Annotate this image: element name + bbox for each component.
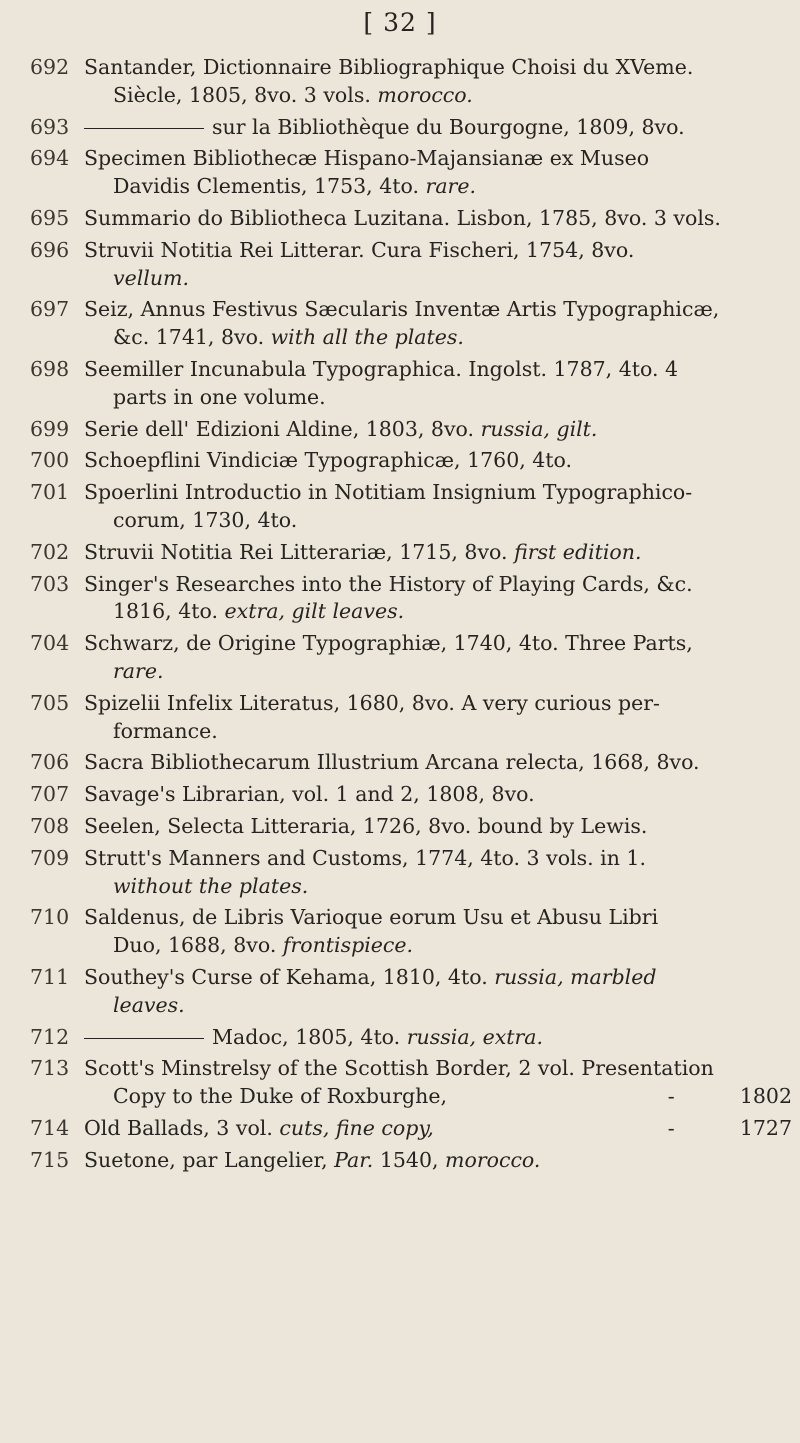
entry-text: corum, 1730, 4to. [113, 507, 298, 532]
catalogue-entry [30, 845, 792, 901]
entry-number: 714 [30, 1115, 70, 1140]
entry-text: Scott's Minstrelsy of the Scottish Border, 2 vol. Presentation [84, 1056, 714, 1081]
entry-number: 696 [30, 237, 70, 262]
entry-note: Par. [334, 1147, 374, 1172]
entry-text: Duo, 1688, 8vo. [113, 933, 277, 958]
ditto-dash [84, 1038, 204, 1039]
entry-text: Schoepflini Vindiciæ Typographicæ, 1760, 4to. [84, 448, 573, 473]
entry-text: sur la Bibliothèque du Bourgogne, 1809, 8vo. [212, 114, 685, 139]
entry-number: 700 [30, 448, 70, 473]
catalogue-entry [30, 356, 792, 412]
catalogue-entry [30, 690, 792, 746]
entry-number: 708 [30, 813, 70, 838]
entry-text: Singer's Researches into the History of Playing Cards, &c. [84, 571, 693, 596]
entry-number: 697 [30, 297, 70, 322]
catalogue-entry [30, 1055, 792, 1111]
entry-text: Spizelii Infelix Literatus, 1680, 8vo. A very curious per- [84, 690, 660, 715]
entry-number: 711 [30, 964, 70, 989]
entry-text: Saldenus, de Libris Varioque eorum Usu et Abusu Libri [84, 905, 659, 930]
entry-text: Santander, Dictionnaire Bibliographique Choisi du XVeme. [84, 55, 694, 79]
entry-number: 710 [30, 905, 70, 930]
entry-number: 706 [30, 750, 70, 775]
entry-separator: - [667, 1084, 675, 1109]
entry-text: Seemiller Incunabula Typographica. Ingolst. 1787, 4to. 4 [84, 356, 679, 381]
entry-year: 1802 [739, 1084, 792, 1109]
entry-text: Strutt's Manners and Customs, 1774, 4to. 3 vols. in 1. [84, 845, 646, 870]
entry-note: morocco. [377, 82, 473, 107]
entry-number: 692 [30, 55, 70, 79]
entry-note: extra, gilt leaves. [224, 599, 405, 624]
entry-number: 715 [30, 1147, 70, 1172]
entry-text: Spoerlini Introductio in Notitiam Insignium Typographico- [84, 480, 693, 505]
catalogue-list [30, 54, 792, 1178]
catalogue-entry [30, 54, 792, 110]
entry-note: cuts, fine copy, [279, 1115, 434, 1140]
catalogue-entry [30, 749, 792, 777]
entry-note: rare. [113, 658, 164, 683]
page-number: [ 32 ] [363, 8, 437, 37]
entry-number: 707 [30, 782, 70, 807]
entry-number: 702 [30, 539, 70, 564]
catalogue-entry [30, 296, 792, 352]
catalogue-entry [30, 1147, 792, 1175]
entry-text: Copy to the Duke of Roxburghe, [113, 1084, 448, 1109]
entry-note: vellum. [113, 265, 189, 290]
catalogue-entry [30, 205, 792, 233]
entry-text: Struvii Notitia Rei Litterariæ, 1715, 8vo. [84, 539, 508, 564]
catalogue-entry [30, 479, 792, 535]
catalogue-entry [30, 539, 792, 567]
entry-number: 709 [30, 845, 70, 870]
entry-number: 698 [30, 356, 70, 381]
entry-note: rare. [425, 174, 477, 199]
catalogue-entry [30, 571, 792, 627]
entry-text: Savage's Librarian, vol. 1 and 2, 1808, 8vo. [84, 782, 535, 807]
entry-text: Schwarz, de Origine Typographiæ, 1740, 4to. Three Parts, [84, 631, 693, 656]
entry-number: 704 [30, 631, 70, 656]
entry-number: 695 [30, 205, 70, 230]
catalogue-entry [30, 145, 792, 201]
entry-text: Siècle, 1805, 8vo. 3 vols. [113, 82, 371, 107]
entry-text: Southey's Curse of Kehama, 1810, 4to. [84, 964, 488, 989]
entry-text: Old Ballads, 3 vol. [84, 1115, 273, 1140]
entry-text: 1540, [379, 1147, 439, 1172]
entry-number: 693 [30, 114, 70, 139]
catalogue-entry [30, 904, 792, 960]
entry-text: &c. 1741, 8vo. [113, 325, 265, 350]
ditto-dash [84, 128, 204, 129]
entry-note: russia, marbled [494, 964, 657, 989]
entry-note: without the plates. [113, 873, 309, 898]
entry-note: first edition. [514, 539, 642, 564]
catalogue-entry [30, 1024, 792, 1052]
entry-number: 694 [30, 146, 70, 171]
entry-text: Seelen, Selecta Litteraria, 1726, 8vo. bound by Lewis. [84, 813, 648, 838]
entry-text: Serie dell' Edizioni Aldine, 1803, 8vo. [84, 416, 475, 441]
entry-number: 705 [30, 690, 70, 715]
entry-number: 713 [30, 1056, 70, 1081]
entry-text: Struvii Notitia Rei Litterar. Cura Fischeri, 1754, 8vo. [84, 237, 635, 262]
catalogue-entry [30, 781, 792, 809]
catalogue-entry [30, 447, 792, 475]
entry-note: leaves. [113, 992, 185, 1017]
catalogue-entry [30, 813, 792, 841]
catalogue-entry [30, 416, 792, 444]
entry-text: Sacra Bibliothecarum Illustrium Arcana relecta, 1668, 8vo. [84, 750, 700, 775]
entry-number: 703 [30, 571, 70, 596]
entry-note: russia, gilt. [480, 416, 598, 441]
entry-note: frontispiece. [282, 933, 414, 958]
entry-text: formance. [113, 718, 218, 743]
entry-text: 1816, 4to. [113, 599, 218, 624]
catalogue-entry [30, 630, 792, 686]
entry-text: parts in one volume. [113, 384, 326, 409]
entry-text: Madoc, 1805, 4to. [212, 1024, 401, 1049]
entry-number: 701 [30, 480, 70, 505]
entry-text: Suetone, par Langelier, [84, 1147, 328, 1172]
entry-note: russia, extra. [406, 1024, 544, 1049]
entry-number: 712 [30, 1024, 70, 1049]
catalogue-entry [30, 114, 792, 142]
entry-text: Seiz, Annus Festivus Sæcularis Inventæ Artis Typographicæ, [84, 297, 720, 322]
catalogue-entry [30, 964, 792, 1020]
entry-text: Summario do Bibliotheca Luzitana. Lisbon, 1785, 8vo. 3 vols. [84, 205, 721, 230]
entry-text: Davidis Clementis, 1753, 4to. [113, 174, 419, 199]
entry-text: Specimen Bibliothecæ Hispano-Majansianæ ex Museo [84, 146, 650, 171]
catalogue-entry [30, 237, 792, 293]
entry-note: morocco. [445, 1147, 541, 1172]
entry-note: with all the plates. [270, 325, 464, 350]
entry-number: 699 [30, 416, 70, 441]
entry-year: 1727 [739, 1115, 792, 1140]
entry-separator: - [667, 1115, 675, 1140]
catalogue-entry [30, 1115, 792, 1143]
